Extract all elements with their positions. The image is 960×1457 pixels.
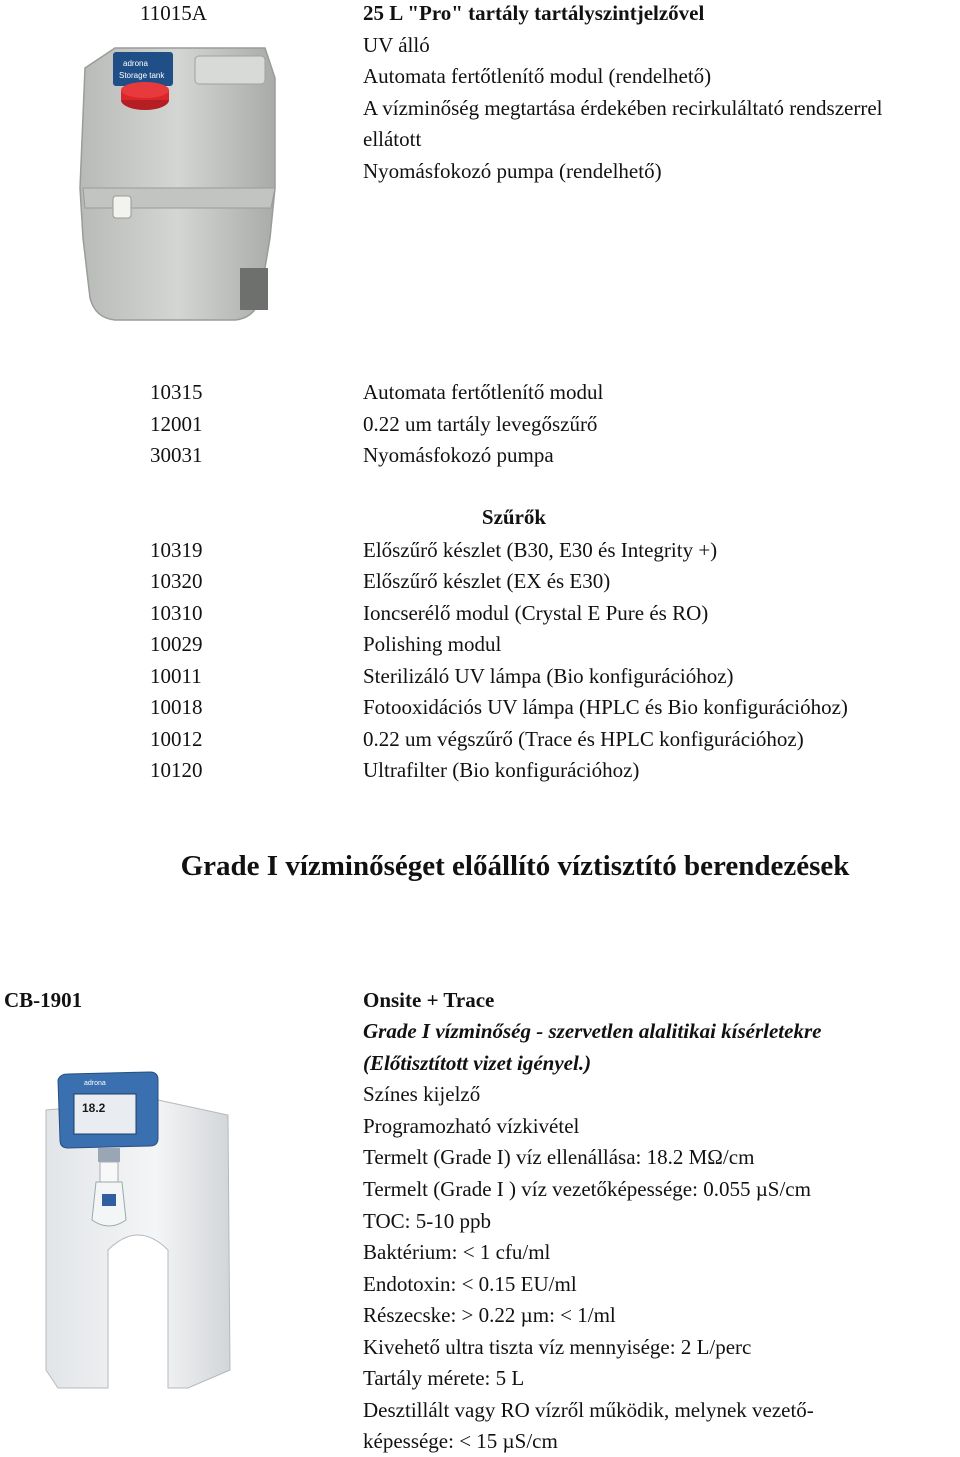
water-purifier-image: [38, 1070, 238, 1392]
filter-code: 10018: [150, 695, 203, 719]
filter-code: 10029: [150, 632, 203, 656]
accessory-name: Nyomásfokozó pumpa: [363, 443, 554, 467]
storage-tank-image: [75, 38, 285, 328]
product-subtitle: Grade I vízminőség - szervetlen alalitikai kísérletekre: [363, 1019, 822, 1043]
filter-name: Polishing modul: [363, 632, 502, 656]
tank-feature: Automata fertőtlenítő modul (rendelhető): [363, 64, 712, 88]
tank-feature: A vízminőség megtartása érdekében recirkuláltató rendszerrel: [363, 96, 883, 120]
product-spec: Desztillált vagy RO vízről működik, melynek vezető-: [363, 1398, 814, 1422]
filter-code: 10319: [150, 538, 203, 562]
product-spec: Színes kijelző: [363, 1082, 481, 1106]
product-spec: Termelt (Grade I ) víz vezetőképessége: 0.055 µS/cm: [363, 1177, 811, 1201]
accessory-name: 0.22 um tartály levegőszűrő: [363, 412, 598, 436]
filter-name: Ioncserélő modul (Crystal E Pure és RO): [363, 601, 709, 625]
product-title: Onsite + Trace: [363, 988, 495, 1012]
filters-heading: Szűrők: [481, 505, 547, 529]
filter-name: Előszűrő készlet (EX és E30): [363, 569, 611, 593]
product-spec: Termelt (Grade I) víz ellenállása: 18.2 MΩ/cm: [363, 1145, 755, 1169]
accessory-code: 10315: [150, 380, 203, 404]
accessory-code: 12001: [150, 412, 203, 436]
product-spec: Részecske: > 0.22 µm: < 1/ml: [363, 1303, 616, 1327]
tank-code: 11015A: [140, 1, 207, 25]
filter-code: 10011: [150, 664, 202, 688]
filter-name: Fotooxidációs UV lámpa (HPLC és Bio konfigurációhoz): [363, 695, 848, 719]
filter-code: 10310: [150, 601, 203, 625]
product-spec: Baktérium: < 1 cfu/ml: [363, 1240, 551, 1264]
filter-name: Sterilizáló UV lámpa (Bio konfigurációhoz): [363, 664, 734, 688]
product-spec: képessége: < 15 µS/cm: [363, 1429, 558, 1453]
filter-name: Előszűrő készlet (B30, E30 és Integrity +): [363, 538, 718, 562]
device-brand: adrona: [84, 1080, 106, 1087]
device-screen-value: 18.2: [82, 1101, 106, 1115]
tank-feature: ellátott: [363, 127, 422, 151]
product-spec: Programozható vízkivétel: [363, 1114, 580, 1138]
filter-name: 0.22 um végszűrő (Trace és HPLC konfigurációhoz): [363, 727, 804, 751]
tank-feature: Nyomásfokozó pumpa (rendelhető): [363, 159, 662, 183]
product-spec: Endotoxin: < 0.15 EU/ml: [363, 1272, 577, 1296]
accessory-code: 30031: [150, 443, 203, 467]
filter-code: 10320: [150, 569, 203, 593]
tank-feature: UV álló: [363, 33, 430, 57]
product-spec: Kivehető ultra tiszta víz mennyisége: 2 L/perc: [363, 1335, 752, 1359]
product-code: CB-1901: [4, 988, 83, 1012]
filter-name: Ultrafilter (Bio konfigurációhoz): [363, 758, 640, 782]
filter-code: 10012: [150, 727, 203, 751]
tank-title: 25 L "Pro" tartály tartályszintjelzővel: [363, 1, 705, 25]
product-spec: TOC: 5-10 ppb: [363, 1209, 491, 1233]
accessory-name: Automata fertőtlenítő modul: [363, 380, 604, 404]
filter-code: 10120: [150, 758, 203, 782]
product-subtitle: (Előtisztított vizet igényel.): [363, 1051, 592, 1075]
tank-label-text: Storage tank: [119, 71, 165, 80]
product-spec: Tartály mérete: 5 L: [363, 1366, 525, 1390]
section-heading: Grade I vízminőséget előállító víztisztító berendezések: [180, 850, 850, 882]
tank-label-brand: adrona: [123, 59, 148, 68]
